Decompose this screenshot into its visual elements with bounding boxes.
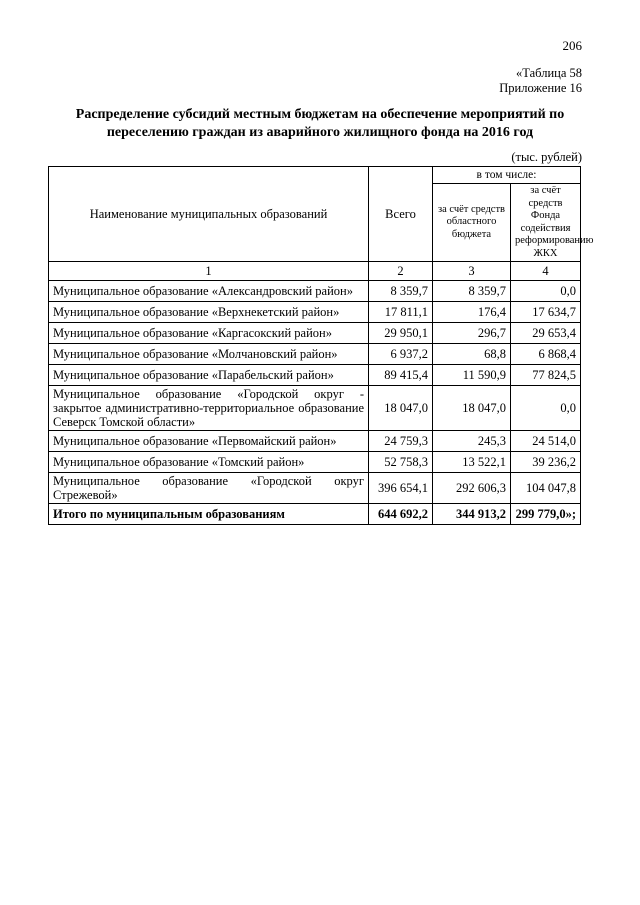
row-fund: 39 236,2: [511, 452, 581, 473]
table-row: [49, 323, 581, 344]
table-row: [49, 386, 581, 431]
row-total: 17 811,1: [369, 302, 433, 323]
row-fund: 29 653,4: [511, 323, 581, 344]
row-name: Муниципальное образование «Верхнекетский район»: [49, 302, 369, 323]
table-row: [49, 452, 581, 473]
appendix-label: Приложение 16: [499, 81, 582, 95]
row-name: Муниципальное образование «Первомайский район»: [49, 431, 369, 452]
page-number: 206: [562, 38, 582, 53]
row-fund: 104 047,8: [511, 473, 581, 504]
header-fund: за счёт средств Фонда содействия реформированию ЖКХ: [511, 184, 581, 262]
document-title: Распределение субсидий местным бюджетам на обеспечение мероприятий по переселению граждан из аварийного жилищного фонда на 2016 год: [75, 107, 565, 140]
total-row: [49, 504, 581, 525]
row-fund: 24 514,0: [511, 431, 581, 452]
row-fund: 0,0: [511, 386, 581, 431]
row-name: Муниципальное образование «Городской округ Стрежевой»: [49, 473, 369, 504]
row-total: 89 415,4: [369, 365, 433, 386]
row-name: Муниципальное образование «Молчановский район»: [49, 344, 369, 365]
row-fund: 6 868,4: [511, 344, 581, 365]
row-regional: 18 047,0: [433, 386, 511, 431]
annex-label: [499, 66, 582, 96]
row-name: Муниципальное образование «Городской округ - закрытое административно-территориальное образование Северск Томской области»: [49, 386, 369, 431]
header-name: Наименование муниципальных образований: [49, 167, 369, 262]
row-regional: 245,3: [433, 431, 511, 452]
row-regional: 8 359,7: [433, 281, 511, 302]
header-regional: за счёт средств областного бюджета: [433, 184, 511, 262]
row-regional: 296,7: [433, 323, 511, 344]
column-number-row: [49, 262, 581, 281]
column-number: 1: [49, 262, 369, 281]
row-total: 8 359,7: [369, 281, 433, 302]
units-label: (тыс. рублей): [511, 150, 582, 164]
table-row: [49, 473, 581, 504]
subsidy-table: [48, 166, 594, 525]
table-row: [49, 365, 581, 386]
row-regional: 11 590,9: [433, 365, 511, 386]
table-row: [49, 281, 581, 302]
table-label: «Таблица 58: [516, 66, 582, 80]
row-name: Муниципальное образование «Томский район»: [49, 452, 369, 473]
row-regional: 68,8: [433, 344, 511, 365]
row-total: 24 759,3: [369, 431, 433, 452]
total-fund: 299 779,0»;: [511, 504, 581, 525]
total-regional: 344 913,2: [433, 504, 511, 525]
column-number: 4: [511, 262, 581, 281]
row-total: 6 937,2: [369, 344, 433, 365]
table-row: [49, 302, 581, 323]
header-total: Всего: [369, 167, 433, 262]
row-fund: 17 634,7: [511, 302, 581, 323]
row-regional: 176,4: [433, 302, 511, 323]
total-name: Итого по муниципальным образованиям: [49, 504, 369, 525]
row-name: Муниципальное образование «Парабельский район»: [49, 365, 369, 386]
row-fund: 77 824,5: [511, 365, 581, 386]
table-row: [49, 344, 581, 365]
row-regional: 292 606,3: [433, 473, 511, 504]
header-including: в том числе:: [433, 167, 581, 184]
row-fund: 0,0: [511, 281, 581, 302]
row-name: Муниципальное образование «Александровский район»: [49, 281, 369, 302]
row-regional: 13 522,1: [433, 452, 511, 473]
row-total: 29 950,1: [369, 323, 433, 344]
header-row: [49, 167, 581, 184]
row-total: 396 654,1: [369, 473, 433, 504]
row-name: Муниципальное образование «Каргасокский район»: [49, 323, 369, 344]
column-number: 2: [369, 262, 433, 281]
row-total: 52 758,3: [369, 452, 433, 473]
row-total: 18 047,0: [369, 386, 433, 431]
total-sum: 644 692,2: [369, 504, 433, 525]
table-row: [49, 431, 581, 452]
column-number: 3: [433, 262, 511, 281]
